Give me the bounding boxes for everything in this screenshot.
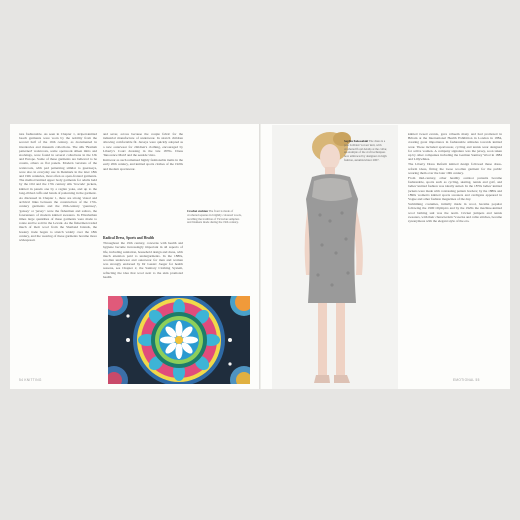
body-paragraph: The Liberty Dress Reform knitted design followed these dress-reform ideas, fitting the loose woollen garment for the public wearing them over the later 19th century. — [408, 162, 502, 175]
left-page-column-1 — [19, 132, 97, 380]
right-page-column — [408, 132, 502, 380]
caption-text: The front is made of crocheted squares in brightly coloured wools, recalling the tradition of Victorian samplers and blankets made during the 19th century. — [187, 209, 242, 225]
right-figure-caption — [344, 140, 390, 174]
body-paragraph: and sever, across because the couple fabric for the industrial manufacture of underwear. In stretch children allowing comfortable fit. Jerseys were quickly adopted as a new outerwear for children's clothing, encouraged by Liberty's Court dressing in the late 1870s. Dress 'Innocence Maid' and the seaside vista. — [103, 132, 183, 158]
crochet-illustration — [108, 296, 250, 384]
book-spread — [10, 124, 510, 389]
caption-text: The dress is a pale bobbled 'woven' knit, with crocheted floral details at the collar, an example of the craft techniques now embraced by designers in high fashion, autumn/winter 2007. — [344, 139, 388, 162]
right-page-folio: EMOTIONAL 55 — [453, 378, 480, 382]
left-page-column-2-section — [103, 234, 183, 290]
body-paragraph: Throughout the 19th century, concerns with health and hygiene became increasingly important in all aspects of life, including sanitation, household design and dress, with much attention paid to undergarments. In the 1880s, woollen underwear and outerwear for men and women was strongly endorsed by Dr Gustav Jaeger for health reasons, see Chapter 2, the Sanitary Clothing System, reflecting the idea that wool next to the skin promoted health. — [103, 241, 183, 279]
left-page-column-2-top — [103, 132, 183, 214]
body-paragraph: Swimming costumes, initially made in wool, became popular following the 1900 Olympics and by the 1920s the machine-knitted wool bathing suit was the norm. Cricket jumpers and tennis sweaters, with their characteristic V-necks and cable stitches, became synonymous with the elegant style of the era. — [408, 202, 502, 224]
caption-label: Sophia Kokosalaki — [344, 139, 369, 143]
left-figure-caption — [187, 210, 243, 246]
body-paragraph: From mid-century, other healthy outdoor pursuits became fashionable, sports such as cycling, skating, tennis and golf, and ladies' knitted fashion was ideally suited. In the 1870s ladies' knitted jackets were made with contrasting pattern borders; by the 1880s and 1890s women's knitted sports sweaters and cardigans appeared in Vogue and other fashion magazines of the day. — [408, 176, 502, 202]
body-paragraph: As discussed in Chapter 1, there are strong visual and archival links between the construction of the 17th-century garments and the 19th-century 'guernsey', 'gansey' or 'jersey': were the fishermen and sailors, the forerunners of modern knitted sweaters. In Elizabethan times large quantities of these garments were made to rotate and be sold in the Levant. As the fishermen traded much of their wool from the Shetland Islands, the hosiery trade began to stretch widely over the 18th century, and the wearing of these garments became more widespread. — [19, 196, 97, 243]
book-gutter — [259, 124, 261, 389]
section-heading: Radical Dress, Sports and Health — [103, 236, 154, 240]
caption-label: Crochet cushion — [187, 209, 208, 213]
body-paragraph: ture fashionable. As seen in Chapter 1, striped-knitted beach garments were worn by the nobility from the second half of the 16th century, as documented in inventories and museum collections. The silk 'Bremah patterned' waistcoats, some openwork silken mitts and stockings, were found in several collections in the UK and Europe. Some of these garments are believed to be cousin, others as flat panels. Modern versions of the waistcoats, with pad patterning similar to guernseys, were also in everyday use in Denmark in the later 18th and 19th centuries, most often as open-fronted garments. The method knitted upper body garments for adults held by the Old and the 17th century silk 'brocade' jackets, knitted in panels one by a raglan yoke, and up to the long-ribbed cuffs and bands of patterning in the garment. — [19, 132, 97, 195]
crochet-cushion-image — [108, 296, 250, 384]
left-page-folio: 54 KNITTING — [19, 378, 42, 382]
body-paragraph: knitted tweed events, gave ra'heem many and had promoted in Britain at the International Health Exhibition in London in 1884, creating great importance in fashionable attitudes towards knitted wear. These included sportswear, cycling and tennis wear designed for active women. A company signature was the jersey, soon taken up by other companies including the German Sanitary Wool in 1884 and Lillywhites. — [408, 132, 502, 162]
body-paragraph: Knitwear as such remained highly fashionable items in the early 20th century, and knitted sports clothes of the 1920s and modern sportswear. — [103, 158, 183, 171]
